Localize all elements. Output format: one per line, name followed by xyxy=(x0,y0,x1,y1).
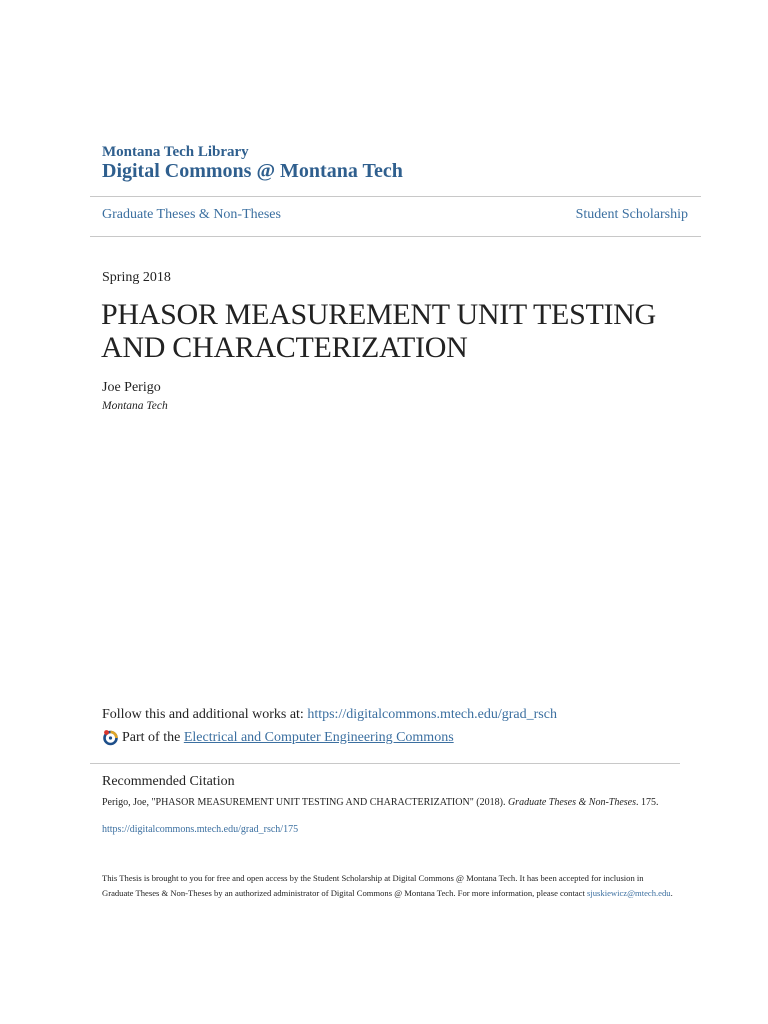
paper-title: PHASOR MEASUREMENT UNIT TESTING AND CHARACTERIZATION xyxy=(101,298,656,364)
access-statement xyxy=(102,871,677,901)
divider-top xyxy=(90,196,701,197)
library-name: Montana Tech Library xyxy=(102,144,249,160)
publication-date: Spring 2018 xyxy=(102,270,171,285)
follow-url-link[interactable]: https://digitalcommons.mtech.edu/grad_rsch xyxy=(307,707,557,722)
commons-network-icon xyxy=(102,729,119,746)
citation-series: Graduate Theses & Non-Theses xyxy=(507,797,637,808)
access-statement-text: This Thesis is brought to you for free and open access by the Student Scholarship at Digital Commons @ Montana Tech. It has been accepted for inclusion in Graduate Theses & Non-Theses by an authorized administrator of Digital Commons @ Montana Tech. For more information, please contact xyxy=(102,873,644,898)
citation-url-link[interactable]: https://digitalcommons.mtech.edu/grad_rsch/175 xyxy=(102,824,299,835)
divider-nav xyxy=(90,236,701,237)
access-statement-end: . xyxy=(670,888,673,898)
series-link[interactable]: Graduate Theses & Non-Theses xyxy=(102,207,281,222)
citation-heading: Recommended Citation xyxy=(102,774,235,789)
collection-link[interactable]: Student Scholarship xyxy=(575,207,688,222)
divider-citation xyxy=(90,763,680,764)
author-name: Joe Perigo xyxy=(102,380,161,395)
follow-prefix: Follow this and additional works at: xyxy=(102,707,304,722)
partof-prefix: Part of the xyxy=(122,729,181,745)
citation-main: Perigo, Joe, "PHASOR MEASUREMENT UNIT TESTING AND CHARACTERIZATION" (2018). xyxy=(102,797,506,808)
repository-link[interactable]: Digital Commons @ Montana Tech xyxy=(102,160,403,182)
contact-email-link[interactable]: sjuskiewicz@mtech.edu xyxy=(587,888,671,898)
citation-number: . 175. xyxy=(636,797,659,808)
citation-text xyxy=(102,796,682,810)
commons-discipline-link[interactable]: Electrical and Computer Engineering Commons xyxy=(183,729,454,745)
author-affiliation: Montana Tech xyxy=(102,400,168,412)
follow-line xyxy=(102,707,557,723)
part-of-line xyxy=(102,729,454,746)
